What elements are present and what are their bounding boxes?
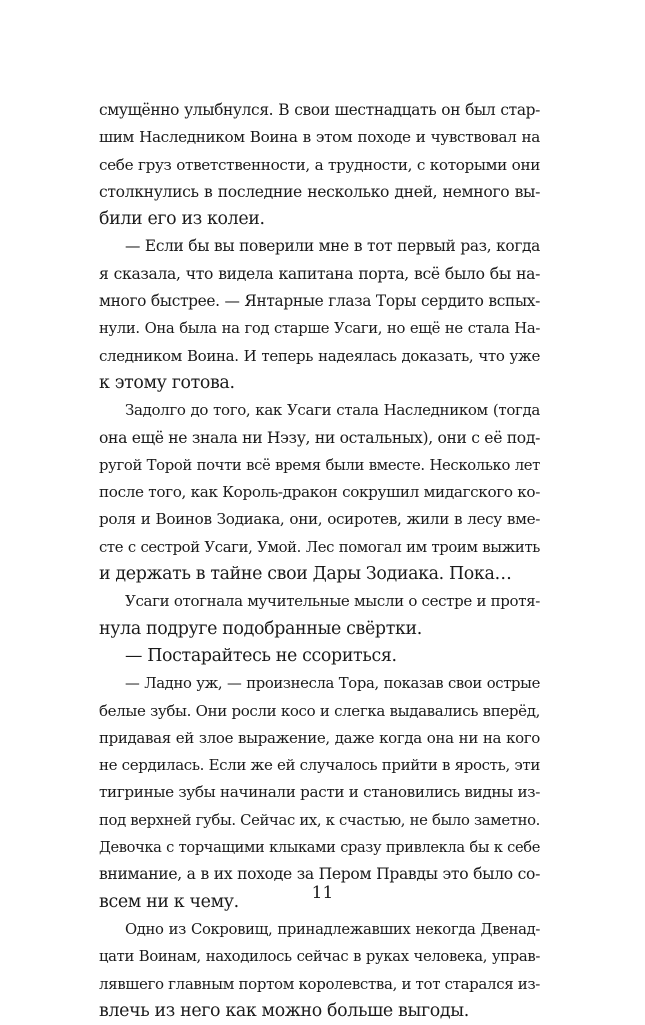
- text-line: к этому готова.: [99, 372, 235, 393]
- text-line: себе груз ответственности, а трудности, с которыми они: [99, 155, 540, 174]
- text-line: шим Наследником Воина в этом походе и чувствовал на: [99, 128, 540, 147]
- text-line: столкнулись в последние несколько дней, немного вы-: [99, 182, 540, 201]
- text-line: всем ни к чему.: [99, 891, 239, 912]
- text-line: били его из колеи.: [99, 209, 265, 230]
- text-line: Девочка с торчащими клыками сразу привлекла бы к себе: [99, 839, 540, 857]
- text-line: белые зубы. Они росли косо и слегка выдавались вперёд,: [99, 701, 540, 720]
- text-line: — Постарайтесь не ссориться.: [125, 645, 397, 666]
- text-line: следником Воина. И теперь надеялась доказать, что уже: [99, 346, 540, 365]
- text-line: лявшего главным портом королевства, и тот старался из-: [99, 974, 540, 993]
- text-line: роля и Воинов Зодиака, они, осиротев, жили в лесу вме-: [99, 510, 540, 529]
- page-number: 11: [311, 883, 334, 903]
- text-line: внимание, а в их походе за Пером Правды это было со-: [99, 865, 540, 884]
- text-line: влечь из него как можно больше выгоды.: [99, 1000, 469, 1021]
- text-line: смущённо улыбнулся. В свои шестнадцать он был стар-: [99, 101, 540, 119]
- text-line: сте с сестрой Усаги, Умой. Лес помогал им троим выжить: [99, 538, 540, 556]
- text-line: Одно из Сокровищ, принадлежавших некогда Двенад-: [125, 920, 540, 938]
- text-line: — Ладно уж, — произнесла Тора, показав свои острые: [125, 675, 540, 693]
- text-line: придавая ей злое выражение, даже когда она ни на кого: [99, 728, 540, 747]
- text-line: цати Воинам, находилось сейчас в руках человека, управ-: [99, 948, 540, 966]
- text-line: после того, как Король-дракон сокрушил мидагского ко-: [99, 483, 540, 502]
- text-line: не сердилась. Если же ей случалось прийти в ярость, эти: [99, 756, 540, 775]
- text-line: ругой Торой почти всё время были вместе. Несколько лет: [99, 456, 540, 474]
- text-line: я сказала, что видела капитана порта, всё было бы на-: [99, 264, 540, 283]
- text-line: много быстрее. — Янтарные глаза Торы сердито вспых-: [99, 292, 540, 311]
- text-line: нули. Она была на год старше Усаги, но ещё не стала На-: [99, 320, 540, 338]
- text-line: — Если бы вы поверили мне в тот первый раз, когда: [125, 237, 540, 256]
- text-line: и держать в тайне свои Дары Зодиака. Пока…: [99, 564, 512, 585]
- text-line: под верхней губы. Сейчас их, к счастью, не было заметно.: [99, 811, 540, 829]
- text-line: тигриные зубы начинали расти и становились видны из-: [99, 783, 540, 802]
- text-line: Задолго до того, как Усаги стала Наследником (тогда: [125, 401, 540, 420]
- text-line: она ещё не знала ни Нэзу, ни остальных), они с её под-: [99, 428, 540, 447]
- text-line: нула подруге подобранные свёртки.: [99, 618, 422, 639]
- text-line: Усаги отогнала мучительные мысли о сестре и протя-: [125, 592, 540, 611]
